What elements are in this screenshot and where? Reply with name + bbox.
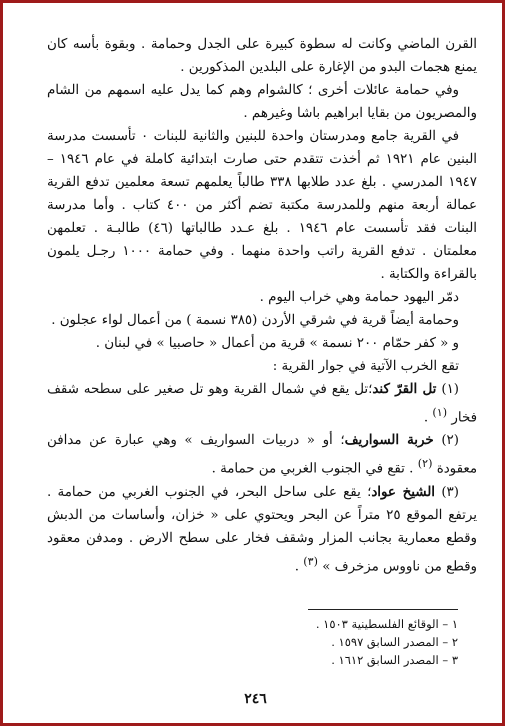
item-end: . bbox=[423, 410, 429, 426]
paragraph: في القرية جامع ومدرستان واحدة للبنين والثانية للبنات ٠ تأسست مدرسة البنين عام ١٩٢١ ثم أخذت تتقدم حتى صارت ابتدائية كاملة في عام ١٩٤٦ – ١٩٤٧ المدرسي . بلغ عدد طلابها ٣٣٨ طالباً يعلمهم تسعة معلمين تدفع القرية عمالة أربعة منهم وللمدرسة مكتبة تضم أكثر من ٤٠٠ كتاب . وأما مدرسة البنات فقد تأسست عام ١٩٤٦ . بلغ عـدد طالباتها (٤٦) طالبـة . تعلمهن معلمتان . تدفع القرية راتب واحدة منهما . وفي حمامة ١٠٠٠ رجـل يلمون بالقراءة والكتابة . bbox=[47, 129, 478, 282]
page-body bbox=[47, 33, 477, 578]
paragraph: تقع الخرب الآتية في جوار القرية : bbox=[272, 359, 459, 374]
footnote: ١ – الوقائع الفلسطينية ١٥٠٣ . bbox=[315, 617, 458, 631]
item-text: ؛ يقع على ساحل البحر، في الجنوب الغربي من حمامة . يرتفع الموقع ٢٥ متراً عن البحر ويحتوي على « خزان، وأساسات من الدبش وقطع معمارية بجانب المزار وشقف فخار على سطح الارض . ومدفن معقود وقطع من ناووس مزخرف » bbox=[47, 484, 477, 575]
footnote-ref: (٣) bbox=[303, 554, 318, 568]
item-number: (١) bbox=[441, 382, 459, 397]
item-text: ؛تل يقع في شمال القرية وهو تل صغير على سطحه شقف فخار bbox=[47, 382, 477, 426]
page-number: ٢٤٦ bbox=[244, 691, 267, 707]
footnote-ref: (١) bbox=[432, 406, 448, 419]
paragraph: القرن الماضي وكانت له سطوة كبيرة على الجدل وحمامة . وبقوة بأسه كان يمنع هجمات البدو من الإغارة على البلدين المذكورين . bbox=[47, 37, 477, 75]
item-end: . تقع في الجنوب الغربي من حمامة . bbox=[211, 461, 414, 477]
list-item bbox=[47, 378, 477, 429]
item-title: الشيخ عواد bbox=[371, 483, 436, 500]
item-title: خربة السواريف bbox=[344, 432, 434, 449]
footnote-ref: (٢) bbox=[417, 457, 433, 471]
paragraph: دمّر اليهود حمامة وهي خراب اليوم . bbox=[259, 290, 459, 305]
footnote-divider bbox=[308, 609, 458, 610]
paragraph: وفي حمامة عائلات أخرى ؛ كالشوام وهم كما يدل عليه اسمهم من الشام والمصريون من بقايا ابراهيم باشا وغيرهم . bbox=[47, 83, 477, 121]
item-text: ؛ أو « دربيات السواريف » وهي عبارة عن مدافن معقودة bbox=[47, 433, 477, 477]
list-item bbox=[47, 429, 477, 480]
item-number: (٢) bbox=[441, 433, 459, 449]
list-item bbox=[47, 481, 477, 578]
item-number: (٣) bbox=[441, 484, 459, 500]
paragraph: وحمامة أيضاً قرية في شرقي الأردن (٣٨٥ نسمة ) من أعمال لواء عجلون . bbox=[51, 313, 459, 328]
footnote: ٣ – المصدر السابق ١٦١٢ . bbox=[331, 653, 458, 667]
paragraph: و « كفر حمّام ٢٠٠ نسمة » قرية من أعمال « حاصبيا » في لبنان . bbox=[95, 336, 459, 351]
footnote: ٢ – المصدر السابق ١٥٩٧ . bbox=[331, 635, 458, 649]
footnotes bbox=[218, 615, 458, 669]
item-title: تل القرّ كند bbox=[372, 381, 437, 397]
item-end: . bbox=[294, 559, 299, 575]
